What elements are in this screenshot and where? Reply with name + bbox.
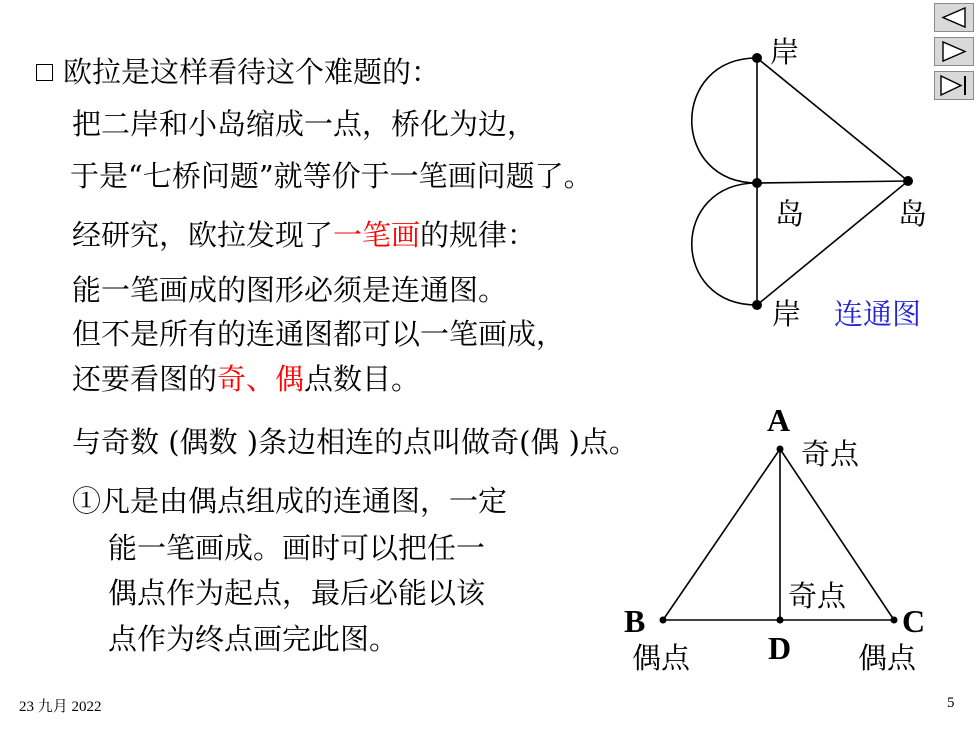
- node-bottom-bank: [752, 300, 762, 310]
- vertex-c-letter: C: [902, 603, 926, 639]
- triangle-right-icon: [935, 38, 973, 65]
- vertex-d-letter: D: [768, 630, 792, 666]
- text-line-12: 点作为终点画完此图。: [108, 622, 399, 656]
- text-line-6: 但不是所有的连通图都可以一笔画成，: [72, 317, 566, 351]
- edge-mid-right: [757, 181, 908, 183]
- node-top-bank: [752, 53, 762, 63]
- node-mid-island: [752, 178, 762, 188]
- text-line-10: 能一笔画成。画时可以把任一: [108, 531, 486, 565]
- text-line-2: 把二岸和小岛缩成一点，桥化为边，: [72, 107, 537, 141]
- label-a-odd: 奇点: [801, 437, 860, 471]
- triangle-left-icon: [935, 4, 973, 31]
- node-a: [777, 446, 784, 453]
- intro-line: 欧拉是这样看待这个难题的：: [36, 54, 440, 90]
- text-line-9: ①凡是由偶点组成的连通图，一定: [72, 484, 508, 518]
- highlight-odd-even: 奇、偶: [217, 362, 305, 396]
- label-d-odd: 奇点: [788, 579, 847, 613]
- node-b: [660, 617, 667, 624]
- text-line-5: 能一笔画成的图形必须是连通图。: [72, 273, 508, 307]
- node-right-island: [903, 176, 913, 186]
- connected-graph: [692, 58, 908, 305]
- page-number: 5: [947, 695, 955, 711]
- label-bottom-bank: 岸: [772, 297, 802, 331]
- last-slide-button[interactable]: [934, 71, 974, 100]
- triangle-graph: [663, 449, 894, 620]
- text-line-11: 偶点作为起点，最后必能以该: [108, 576, 486, 610]
- highlight-one-stroke: 一笔画: [333, 218, 421, 252]
- vertex-a-letter: A: [767, 402, 791, 438]
- label-mid-island: 岛: [775, 197, 805, 231]
- arc-mid-bottom: [692, 183, 757, 305]
- label-b-even: 偶点: [632, 641, 691, 675]
- label-right-island: 岛: [898, 197, 928, 231]
- text-line-3: 于是“七桥问题”就等价于一笔画问题了。: [70, 159, 593, 193]
- edge-top-right: [757, 58, 908, 181]
- connected-graph-caption: 连通图: [834, 297, 922, 331]
- vertex-b-letter: B: [624, 603, 646, 639]
- node-d: [777, 617, 784, 624]
- skip-end-icon: [935, 72, 973, 99]
- next-slide-button[interactable]: [934, 37, 974, 66]
- arc-top-mid: [692, 58, 757, 183]
- label-c-even: 偶点: [858, 641, 917, 675]
- node-c: [891, 617, 898, 624]
- text-line-4: 经研究，欧拉发现了一笔画的规律：: [72, 218, 537, 252]
- prev-slide-button[interactable]: [934, 3, 974, 32]
- footer-date: 23 九月 2022: [19, 699, 102, 715]
- text-line-8: 与奇数 (偶数 )条边相连的点叫做奇(偶 )点。: [72, 425, 638, 459]
- label-top-bank: 岸: [770, 35, 800, 69]
- text-line-7: 还要看图的奇、偶点数目。: [72, 362, 421, 396]
- triangle-graph-nodes: [660, 446, 898, 624]
- edge-a-b: [663, 449, 780, 620]
